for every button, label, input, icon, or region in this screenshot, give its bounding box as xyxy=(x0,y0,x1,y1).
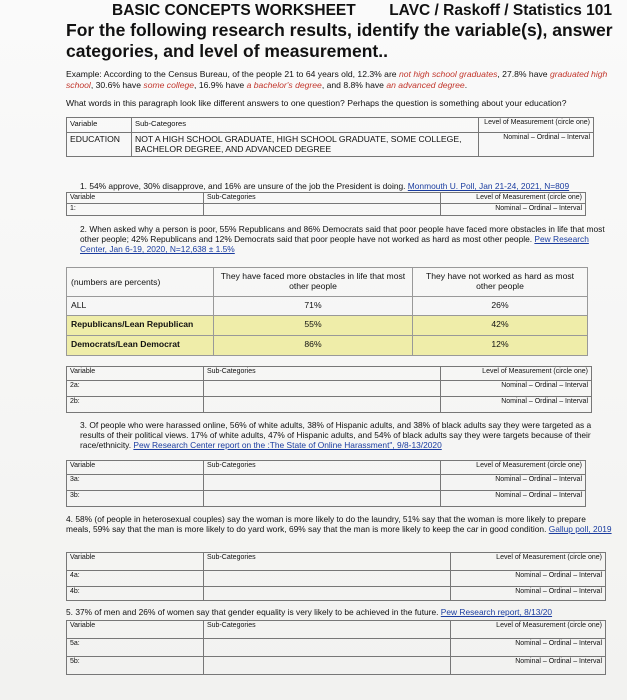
source-link[interactable]: Gallup poll, 2019 xyxy=(548,524,612,534)
example-text: , 27.8% have xyxy=(497,69,548,79)
example-subcategories: NOT A HIGH SCHOOL GRADUATE, HIGH SCHOOL GRADUATE, SOME COLLEGE, BACHELOR DEGREE, AND ADVANCED DEGREE xyxy=(132,133,479,157)
answer-row-label[interactable]: 3a: xyxy=(67,475,204,491)
table-row xyxy=(67,336,588,356)
row-label: Democrats/Lean Democrat xyxy=(67,336,214,356)
example-answer: some college xyxy=(143,80,195,90)
column-header-obstacles: They have faced more obstacles in life that most other people xyxy=(214,268,413,297)
question-number: 1. xyxy=(80,181,87,191)
question-2 xyxy=(80,224,612,254)
answer-table-1 xyxy=(66,192,586,216)
level-options[interactable]: Nominal – Ordinal – Interval xyxy=(441,475,586,491)
variable-header: Variable xyxy=(67,621,204,639)
answer-row-label[interactable]: 1: xyxy=(67,204,204,216)
guiding-question: What words in this paragraph look like different answers to one question? Perhaps the question is something about your education? xyxy=(66,98,567,108)
level-header: Level of Measurement (circle one) xyxy=(451,553,606,571)
example-answer: not high school graduates xyxy=(398,69,498,79)
example-paragraph xyxy=(66,69,611,91)
answer-table-5 xyxy=(66,620,606,675)
cell-value: 42% xyxy=(413,316,588,336)
variable-header: Variable xyxy=(67,118,132,133)
question-number: 5. xyxy=(66,607,73,617)
answer-row-label[interactable]: 3b: xyxy=(67,491,204,507)
cell-value: 12% xyxy=(413,336,588,356)
level-options[interactable]: Nominal – Ordinal – Interval xyxy=(451,571,606,587)
subcategories-answer[interactable] xyxy=(204,571,451,587)
variable-header: Variable xyxy=(67,193,204,204)
answer-row-label[interactable]: 4a: xyxy=(67,571,204,587)
source-link[interactable]: Pew Research report, 8/13/20 xyxy=(440,607,553,617)
answer-table-2 xyxy=(66,366,592,413)
example-answer: graduated high school xyxy=(66,69,608,90)
subcategories-header: Sub-Categories xyxy=(204,621,451,639)
table-row xyxy=(67,316,588,336)
example-text: . xyxy=(464,80,468,90)
table-corner: (numbers are percents) xyxy=(67,268,214,297)
table-row xyxy=(67,297,588,316)
row-label: Republicans/Lean Republican xyxy=(67,316,214,336)
example-text: , and 8.8% have xyxy=(321,80,384,90)
level-options[interactable]: Nominal – Ordinal – Interval xyxy=(451,587,606,601)
question-text: 54% approve, 30% disapprove, and 16% are unsure of the job the President is doing. xyxy=(89,181,406,191)
level-options[interactable]: Nominal – Ordinal – Interval xyxy=(451,639,606,657)
question-text: 37% of men and 26% of women say that gender equality is very likely to be achieved in the future. xyxy=(75,607,439,617)
subcategories-answer[interactable] xyxy=(204,475,441,491)
worksheet-header xyxy=(112,2,612,20)
subcategories-header: Sub-Categores xyxy=(132,118,479,133)
answer-row-label[interactable]: 2a: xyxy=(67,381,204,397)
subcategories-header: Sub-Categories xyxy=(204,553,451,571)
subcategories-answer[interactable] xyxy=(204,639,451,657)
question-3 xyxy=(80,420,612,450)
variable-header: Variable xyxy=(67,367,204,381)
example-text: Example: According to the Census Bureau, of the people 21 to 64 years old, 12.3% are xyxy=(66,69,397,79)
answer-table-4 xyxy=(66,552,606,601)
source-link[interactable]: Pew Research Center report on the :The State of Online Harassment", 9/8-13/2020 xyxy=(133,440,442,450)
example-answer: a bachelor's degree xyxy=(246,80,322,90)
level-options[interactable]: Nominal – Ordinal – Interval xyxy=(441,381,592,397)
source-link[interactable]: Pew Research Center, Jan 6-19, 2020, N=12,638 ± 1.5% xyxy=(80,234,589,254)
example-table xyxy=(66,117,594,157)
question-number: 4. xyxy=(66,514,73,524)
level-options[interactable]: Nominal – Ordinal – Interval xyxy=(451,657,606,675)
level-header: Level of Measurement (circle one) xyxy=(479,118,594,133)
question-number: 3. xyxy=(80,420,87,430)
row-label: ALL xyxy=(67,297,214,316)
question-text: 58% (of people in heterosexual couples) say the woman is more likely to do the laundry, 51% say that the woman is more likely to prepare meals, 59% say that the man is more likely to do yard work, 69% say that the man is more likely to keep the car in good condition. xyxy=(66,514,586,534)
answer-row-label[interactable]: 4b: xyxy=(67,587,204,601)
cell-value: 26% xyxy=(413,297,588,316)
course-label: LAVC / Raskoff / Statistics 101 xyxy=(389,2,612,19)
cell-value: 86% xyxy=(214,336,413,356)
source-link[interactable]: Monmouth U. Poll, Jan 21-24, 2021, N=809 xyxy=(407,181,570,191)
cell-value: 71% xyxy=(214,297,413,316)
variable-header: Variable xyxy=(67,553,204,571)
worksheet-title: BASIC CONCEPTS WORKSHEET xyxy=(112,2,356,19)
level-header: Level of Measurement (circle one) xyxy=(441,367,592,381)
level-header: Level of Measurement (circle one) xyxy=(441,193,586,204)
level-header: Level of Measurement (circle one) xyxy=(441,461,586,475)
subcategories-answer[interactable] xyxy=(204,491,441,507)
question-1 xyxy=(80,181,610,191)
q2-data-table xyxy=(66,267,588,356)
level-header: Level of Measurement (circle one) xyxy=(451,621,606,639)
instructions-heading: For the following research results, identify the variable(s), answer categories, and level of measurement.. xyxy=(66,20,613,61)
example-variable: EDUCATION xyxy=(67,133,132,157)
subcategories-answer[interactable] xyxy=(204,657,451,675)
question-5 xyxy=(66,607,612,617)
answer-row-label[interactable]: 2b: xyxy=(67,397,204,413)
question-4 xyxy=(66,514,612,534)
subcategories-answer[interactable] xyxy=(204,587,451,601)
subcategories-answer[interactable] xyxy=(204,397,441,413)
level-options[interactable]: Nominal – Ordinal – Interval xyxy=(441,397,592,413)
answer-table-3 xyxy=(66,460,586,507)
question-number: 2. xyxy=(80,224,87,234)
example-level: Nominal – Ordinal – Interval xyxy=(479,133,594,157)
column-header-not-worked: They have not worked as hard as most other people xyxy=(413,268,588,297)
example-answer: an advanced degree xyxy=(386,80,465,90)
subcategories-answer[interactable] xyxy=(204,381,441,397)
question-text: Of people who were harassed online, 56% of white adults, 38% of Hispanic adults, and 38% of black adults say they were targeted as a results of their political views. 17% of white adults, 47% of Hispanic adults, and 54% of black adults say they were targets because of their race/ethnicity. xyxy=(80,420,592,450)
question-text: When asked why a person is poor, 55% Republicans and 86% Democrats said that poor people have faced more obstacles in life that most other people; 42% Republicans and 12% Democrats said that poor people have not worked as hard as most other people. xyxy=(80,224,605,244)
subcategories-answer[interactable] xyxy=(204,204,441,216)
example-text: , 30.6% have xyxy=(90,80,142,90)
answer-row-label[interactable]: 5b: xyxy=(67,657,204,675)
subcategories-header: Sub-Categories xyxy=(204,367,441,381)
cell-value: 55% xyxy=(214,316,413,336)
subcategories-header: Sub-Categories xyxy=(204,193,441,204)
variable-header: Variable xyxy=(67,461,204,475)
level-options[interactable]: Nominal – Ordinal – Interval xyxy=(441,204,586,216)
subcategories-header: Sub-Categories xyxy=(204,461,441,475)
answer-row-label[interactable]: 5a: xyxy=(67,639,204,657)
level-options[interactable]: Nominal – Ordinal – Interval xyxy=(441,491,586,507)
example-text: , 16.9% have xyxy=(194,80,245,90)
